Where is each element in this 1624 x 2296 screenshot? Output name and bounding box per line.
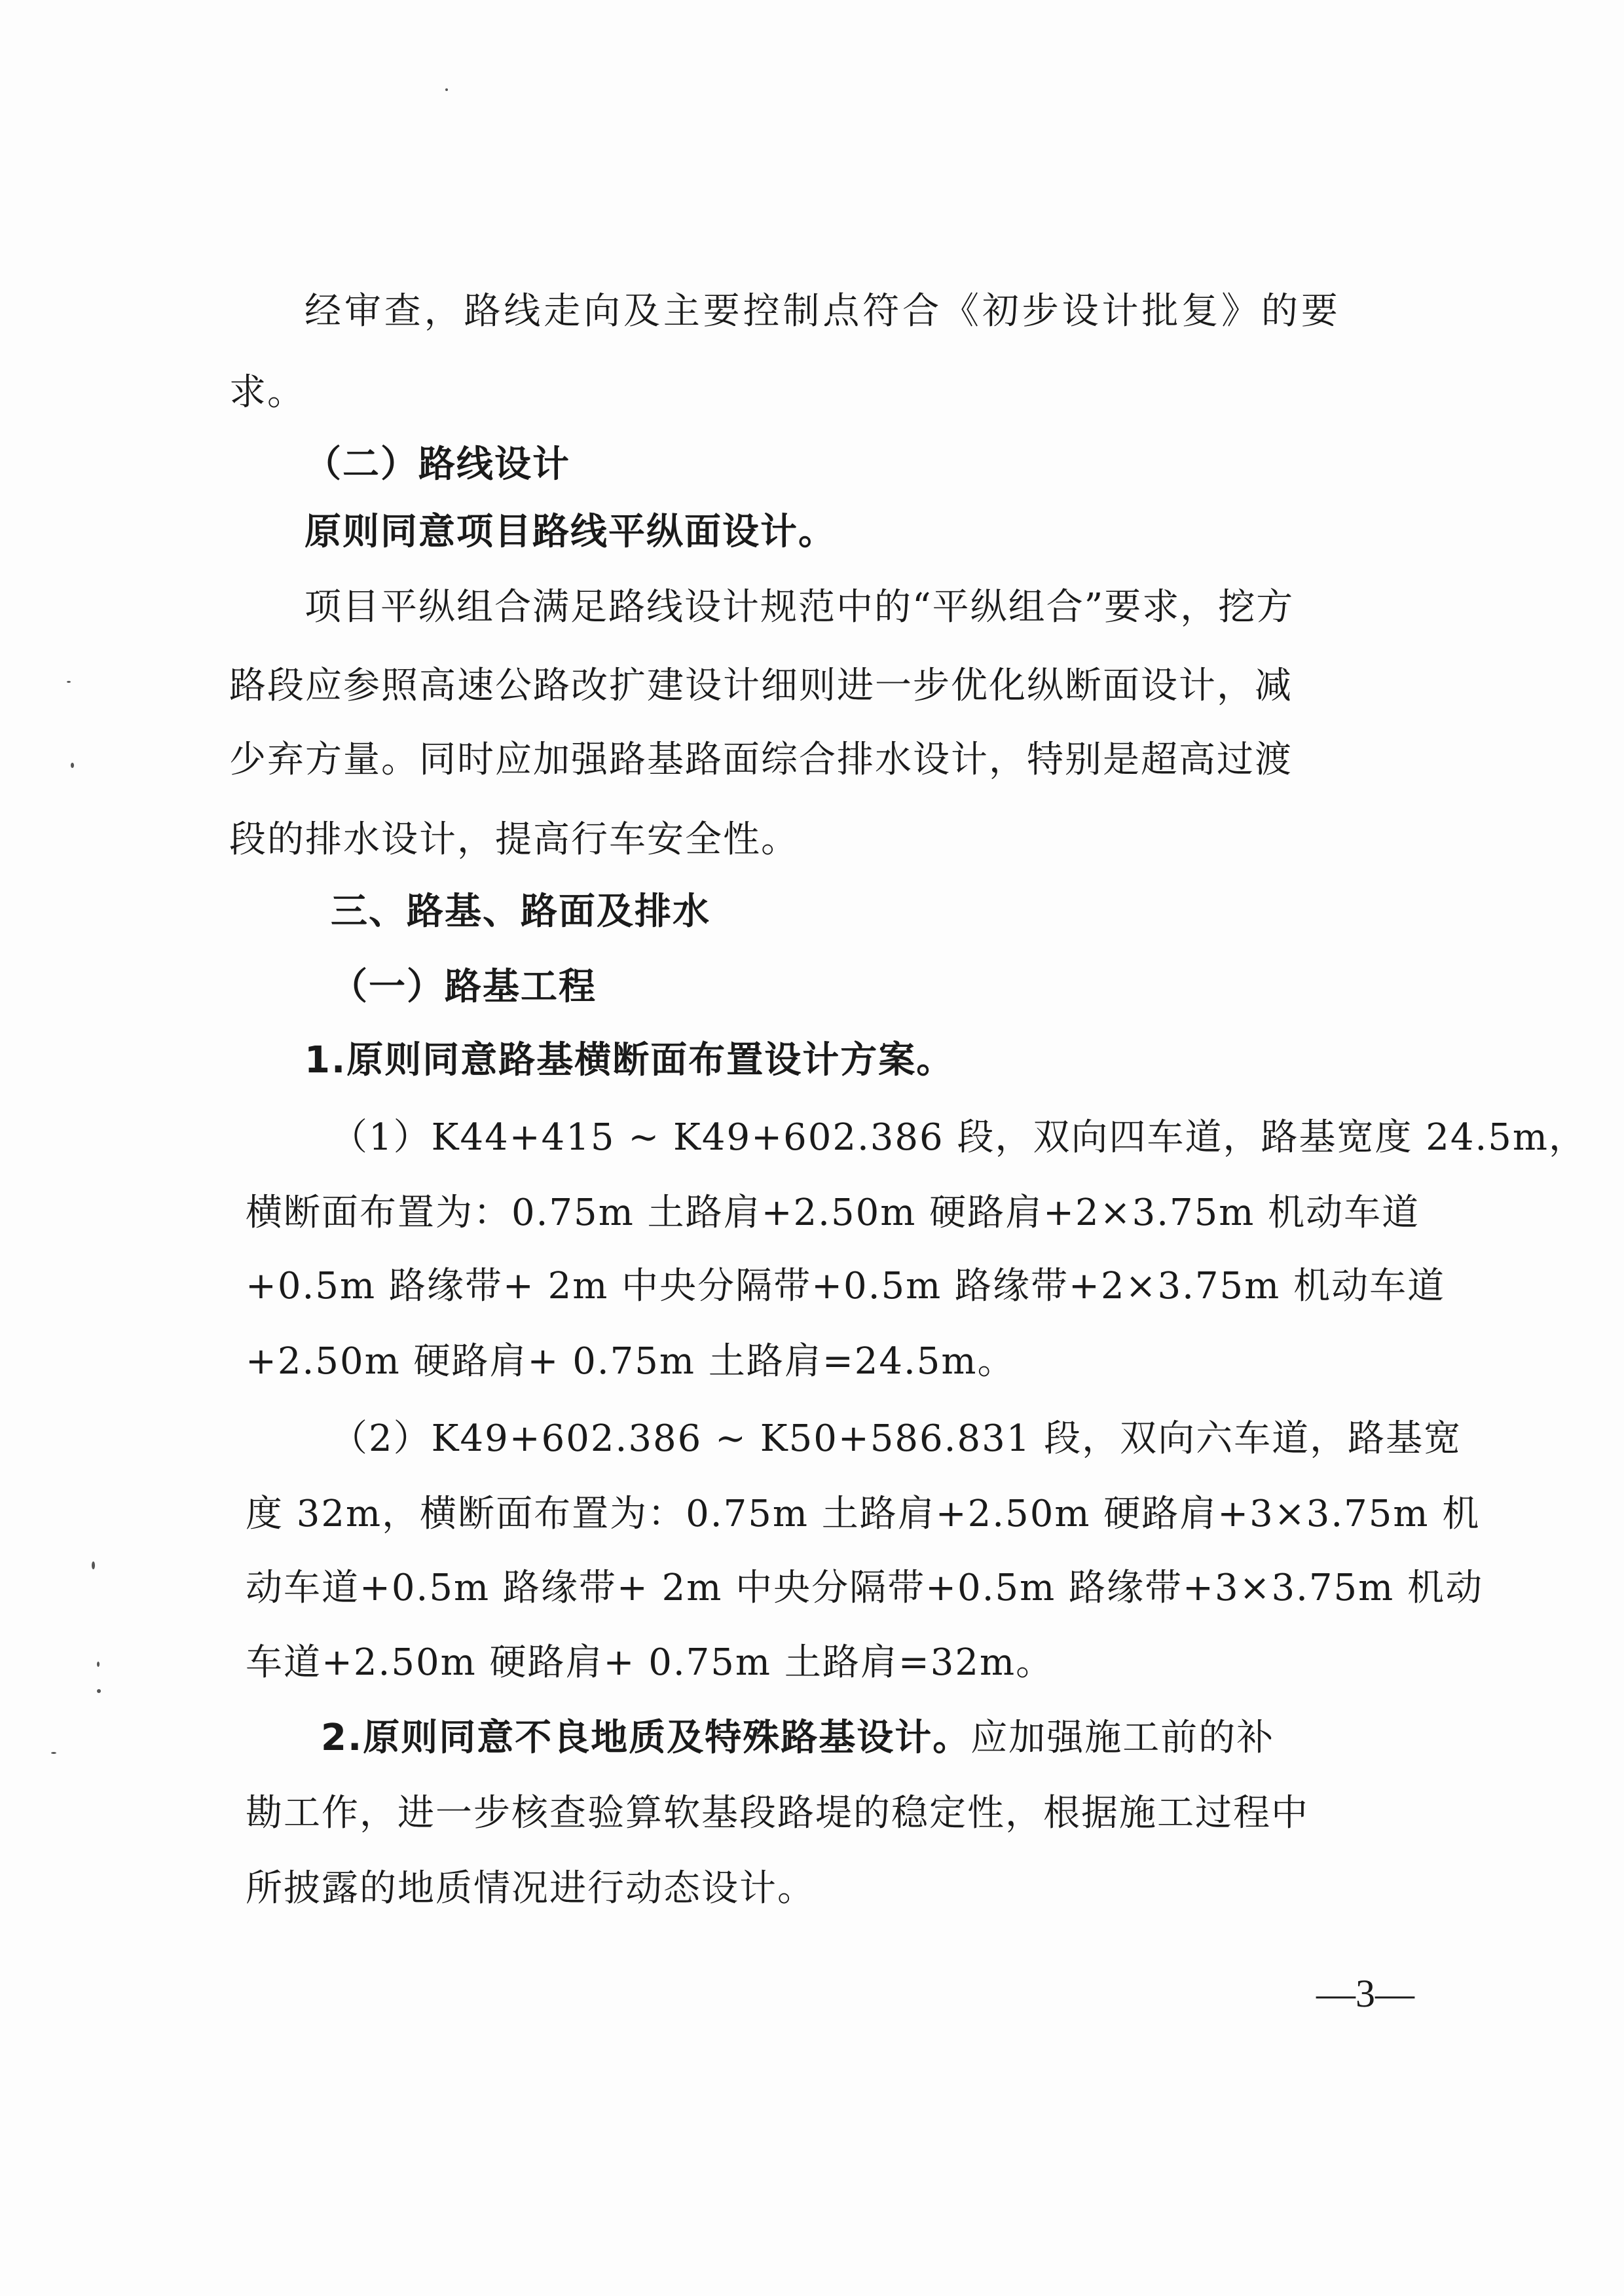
body-line-1: 经 审 查 ， 路 线 走 向 及 主 要 控 制 点 符 合 《 初 步 设 计 批 复 》 的 要: [304, 290, 1339, 333]
body-line-15: +2.50m 硬路肩+ 0.75m 土路肩=24.5m。: [246, 1340, 1016, 1383]
scan-speck: [51, 1752, 56, 1754]
body-line-21: 勘工作，进一步核查验算软基段路堤的稳定性，根据施工过程中: [246, 1792, 1309, 1834]
subsection-heading-route-design: （二）路线设计: [304, 443, 570, 486]
principle-heading-route: 原则同意项目路线平纵面设计。: [304, 511, 836, 553]
body-line-12: （1）K44+415 ~ K49+602.386 段，双向四车道，路基宽度 24.5m，: [331, 1116, 1587, 1159]
scan-speck: [92, 1561, 95, 1569]
body-line-6: 路段应参照高速公路改扩建设计细则进一步优化纵断面设计，减: [229, 665, 1293, 707]
scan-speck: [97, 1689, 101, 1693]
body-line-20: [321, 1717, 1275, 1759]
body-line-13: 横断面布置为：0.75m 土路肩+2.50m 硬路肩+2×3.75m 机动车道: [246, 1192, 1420, 1234]
principle-heading-special-subgrade: 2.原则同意不良地质及特殊路基设计。: [321, 1717, 971, 1759]
subsection-heading-subgrade: （一）路基工程: [331, 966, 597, 1008]
body-line-18: 动车道+0.5m 路缘带+ 2m 中央分隔带+0.5m 路缘带+3×3.75m 机动: [246, 1567, 1484, 1609]
body-line-8: 段的排水设计，提高行车安全性。: [229, 818, 799, 861]
scan-speck: [445, 88, 448, 91]
body-line-22: 所披露的地质情况进行动态设计。: [246, 1867, 815, 1910]
body-line-5: 项目平纵组合满足路线设计规范中的“平纵组合”要求，挖方: [304, 586, 1295, 629]
body-line-2: 求。: [229, 371, 305, 414]
scan-speck: [71, 763, 74, 768]
section-heading-3: 三、路基、路面及排水: [331, 890, 710, 933]
scan-speck: [67, 681, 71, 683]
scan-speck: [97, 1662, 100, 1667]
principle-heading-cross-section: 1.原则同意路基横断面布置设计方案。: [304, 1039, 955, 1082]
body-line-20-text: 应加强施工前的补: [970, 1717, 1275, 1759]
page-number: —3—: [1316, 1972, 1414, 2015]
body-line-14: +0.5m 路缘带+ 2m 中央分隔带+0.5m 路缘带+2×3.75m 机动车道: [246, 1265, 1446, 1307]
body-line-19: 车道+2.50m 硬路肩+ 0.75m 土路肩=32m。: [246, 1641, 1054, 1684]
body-line-16: （2）K49+602.386 ~ K50+586.831 段，双向六车道，路基宽: [331, 1417, 1462, 1460]
body-line-7: 少弃方量。同时应加强路基路面综合排水设计，特别是超高过渡: [229, 738, 1293, 781]
body-line-17: 度 32m，横断面布置为：0.75m 土路肩+2.50m 硬路肩+3×3.75m 机: [246, 1493, 1481, 1535]
